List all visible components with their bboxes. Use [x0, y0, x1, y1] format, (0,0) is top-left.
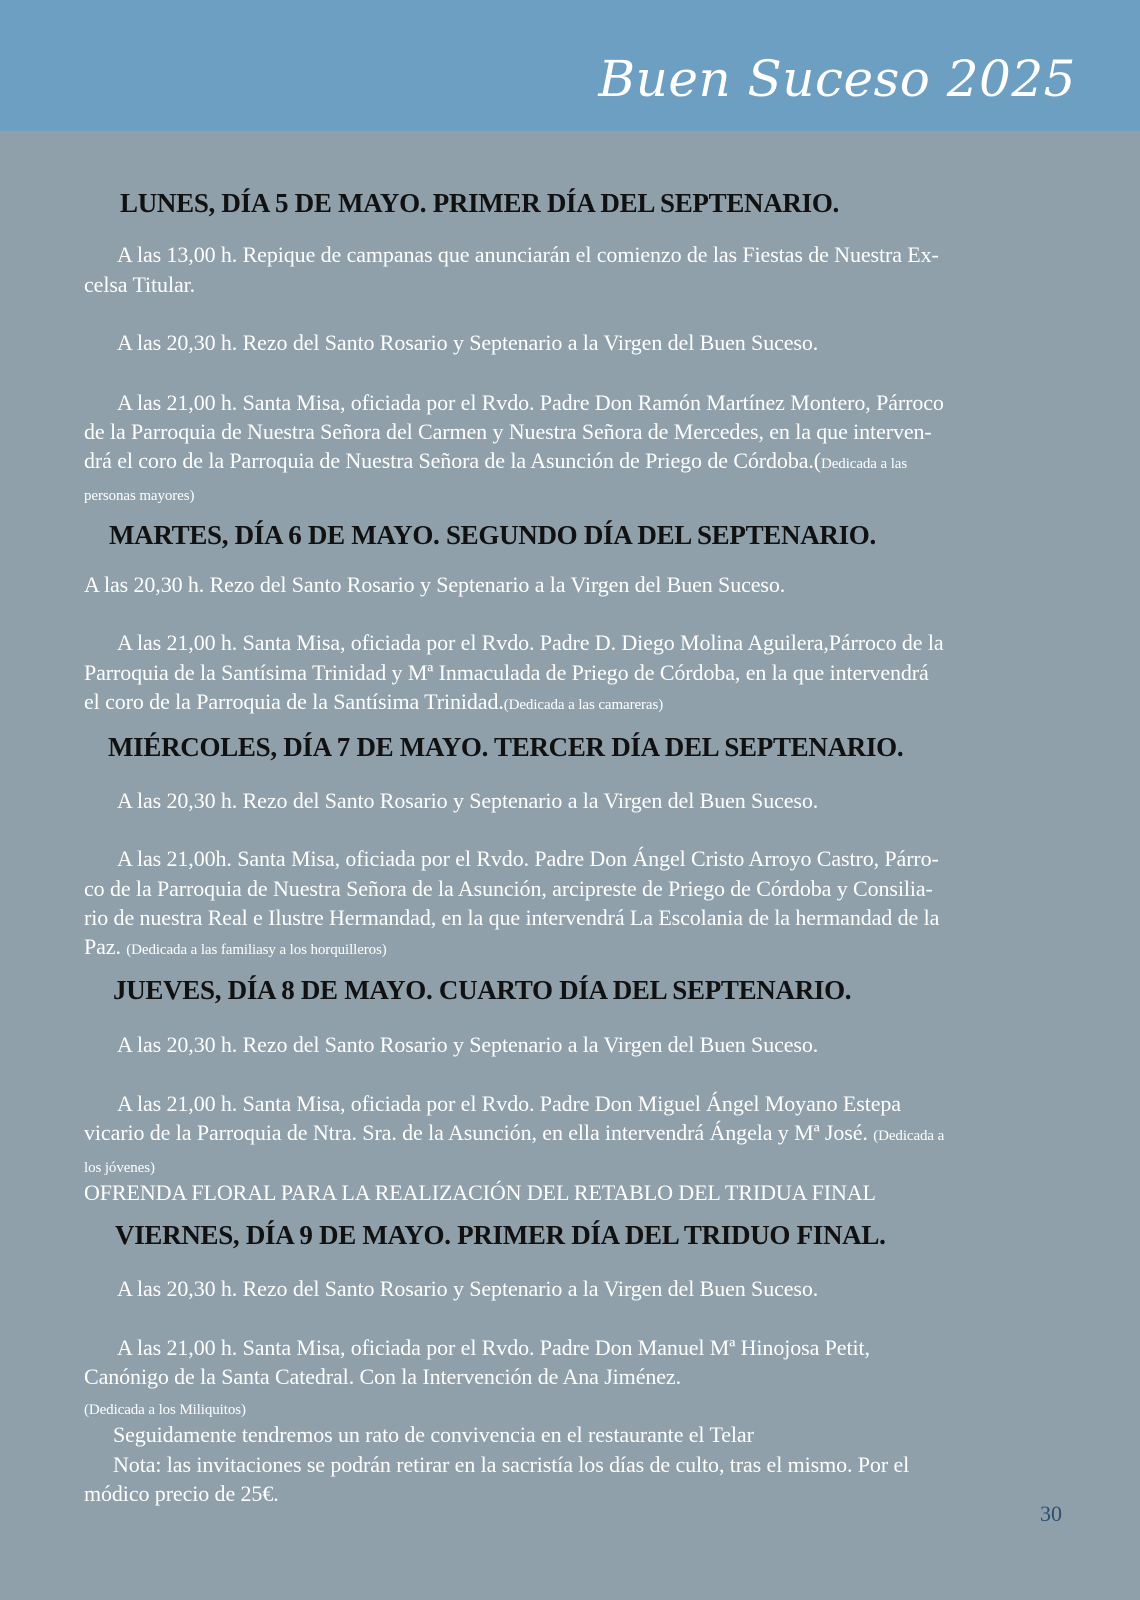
paragraph-line: A las 21,00 h. Santa Misa, oficiada por el Rvdo. Padre Don Ramón Martínez Montero, Párroco — [117, 390, 944, 415]
paragraph-text: vicario de la Parroquia de Ntra. Sra. de la Asunción, en ella intervendrá Ángela y Mª José. — [84, 1120, 868, 1145]
day-heading-miercoles: MIÉRCOLES, DÍA 7 DE MAYO. TERCER DÍA DEL SEPTENARIO. — [108, 732, 904, 762]
day-heading-martes: MARTES, DÍA 6 DE MAYO. SEGUNDO DÍA DEL SEPTENARIO. — [109, 520, 876, 550]
paragraph-line: Nota: las invitaciones se podrán retirar en la sacristía los días de culto, tras el mismo. Por el — [113, 1452, 910, 1477]
paragraph-line: Canónigo de la Santa Catedral. Con la Intervención de Ana Jiménez. — [84, 1364, 681, 1389]
paragraph-line: A las 21,00 h. Santa Misa, oficiada por el Rvdo. Padre D. Diego Molina Aguilera,Párroco de la — [117, 630, 944, 655]
paragraph-line: de la Parroquia de Nuestra Señora del Carmen y Nuestra Señora de Mercedes, en la que interven- — [84, 419, 932, 444]
paragraph-line: A las 21,00 h. Santa Misa, oficiada por el Rvdo. Padre Don Miguel Ángel Moyano Estepa — [117, 1091, 901, 1116]
dedication-note: Dedicada a las — [821, 456, 908, 472]
paragraph-line: A las 20,30 h. Rezo del Santo Rosario y Septenario a la Virgen del Buen Suceso. — [117, 1276, 819, 1301]
paragraph-line: A las 20,30 h. Rezo del Santo Rosario y Septenario a la Virgen del Buen Suceso. — [117, 1032, 819, 1057]
day-heading-jueves: JUEVES, DÍA 8 DE MAYO. CUARTO DÍA DEL SEPTENARIO. — [113, 975, 852, 1005]
header-banner — [0, 0, 1140, 131]
paragraph-line: Seguidamente tendremos un rato de convivencia en el restaurante el Telar — [113, 1422, 754, 1447]
paragraph-line: co de la Parroquia de Nuestra Señora de la Asunción, arcipreste de Priego de Córdoba y Consilia- — [84, 876, 933, 901]
day-heading-viernes: VIERNES, DÍA 9 DE MAYO. PRIMER DÍA DEL TRIDUO FINAL. — [115, 1220, 886, 1250]
paragraph-line — [84, 687, 1034, 720]
dedication-note: (Dedicada a las familiasy a los horquilleros) — [126, 942, 387, 958]
dedication-note: (Dedicada a las camareras) — [503, 697, 664, 713]
paragraph-line: módico precio de 25€. — [84, 1481, 279, 1506]
paragraph-line: A las 20,30 h. Rezo del Santo Rosario y Septenario a la Virgen del Buen Suceso. — [117, 330, 819, 355]
dedication-note: (Dedicada a los Miliquitos) — [84, 1402, 246, 1418]
dedication-note: (Dedicada a — [873, 1128, 945, 1144]
paragraph-text: el coro de la Parroquia de la Santísima Trinidad. — [84, 689, 504, 714]
page-number: 30 — [1040, 1501, 1062, 1526]
paragraph-text: drá el coro de la Parroquia de Nuestra Señora de la Asunción de Priego de Córdoba.( — [84, 448, 822, 473]
paragraph-line: celsa Titular. — [84, 272, 196, 297]
paragraph-line — [84, 1118, 1034, 1151]
paragraph-line: Parroquia de la Santísima Trinidad y Mª Inmaculada de Priego de Córdoba, en la que intervendrá — [84, 660, 929, 685]
paragraph-line — [84, 932, 1034, 965]
paragraph-line: A las 21,00 h. Santa Misa, oficiada por el Rvdo. Padre Don Manuel Mª Hinojosa Petit, — [117, 1335, 870, 1360]
day-heading-lunes: LUNES, DÍA 5 DE MAYO. PRIMER DÍA DEL SEPTENARIO. — [120, 188, 839, 218]
paragraph-line: A las 21,00h. Santa Misa, oficiada por el Rvdo. Padre Don Ángel Cristo Arroyo Castro, Párro- — [117, 846, 939, 871]
paragraph-text: Paz. — [84, 934, 121, 959]
paragraph-line: A las 20,30 h. Rezo del Santo Rosario y Septenario a la Virgen del Buen Suceso. — [117, 788, 819, 813]
paragraph-line: A las 20,30 h. Rezo del Santo Rosario y Septenario a la Virgen del Buen Suceso. — [84, 572, 786, 597]
offering-line: OFRENDA FLORAL PARA LA REALIZACIÓN DEL RETABLO DEL TRIDUA FINAL — [84, 1180, 876, 1205]
dedication-note: los jóvenes) — [84, 1160, 155, 1176]
header-title: Buen Suceso 2025 — [598, 50, 1076, 108]
dedication-note: personas mayores) — [84, 488, 195, 504]
paragraph-line — [84, 446, 1034, 479]
paragraph-line: rio de nuestra Real e Ilustre Hermandad, en la que intervendrá La Escolania de la hermandad de la — [84, 905, 940, 930]
paragraph-line: A las 13,00 h. Repique de campanas que anunciarán el comienzo de las Fiestas de Nuestra Ex- — [117, 242, 939, 267]
